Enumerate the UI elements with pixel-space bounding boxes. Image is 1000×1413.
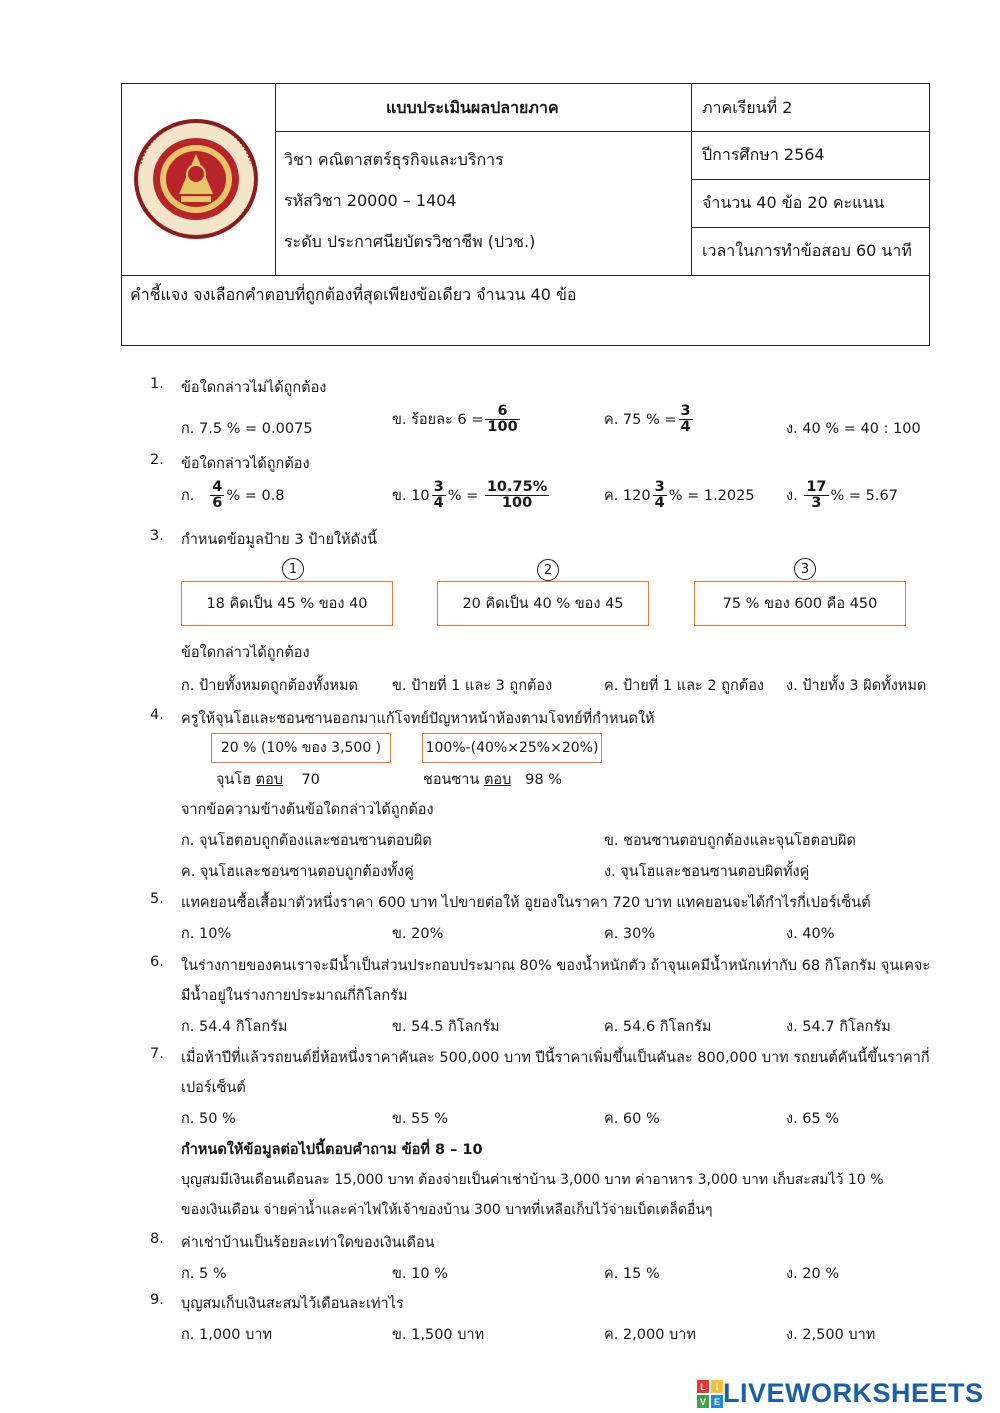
- q2-option-a-fraction: $\frac{4}{6}$: [212, 479, 223, 512]
- q9-option-c[interactable]: ค. 2,000 บาท: [604, 1327, 696, 1343]
- q9-option-a[interactable]: ก. 1,000 บาท: [181, 1327, 273, 1343]
- junho-answer-value: 70: [301, 772, 320, 788]
- q3-option-c[interactable]: ค. ป้ายที่ 1 และ 2 ถูกต้อง: [604, 678, 764, 694]
- q1-number: 1.: [150, 376, 164, 392]
- q2-number: 2.: [150, 452, 164, 468]
- q4-subquestion: จากข้อความข้างต้นข้อใดกล่าวได้ถูกต้อง: [181, 802, 434, 818]
- q6-option-c[interactable]: ค. 54.6 กิโลกรัม: [604, 1019, 712, 1035]
- brand-letter-3: V: [699, 1396, 707, 1407]
- q3-option-b[interactable]: ข. ป้ายที่ 1 และ 3 ถูกต้อง: [392, 678, 553, 694]
- q4-problem-box-1: 20 % (10% ของ 3,500 ): [211, 733, 391, 763]
- q2-text: ข้อใดกล่าวได้ถูกต้อง: [181, 456, 310, 472]
- q7-option-b[interactable]: ข. 55 %: [392, 1111, 448, 1127]
- sign-3-box: 75 % ของ 600 คือ 450: [694, 581, 906, 626]
- q7-text-line1: เมื่อห้าปีที่แล้วรถยนต์ยี่ห้อหนึ่งราคาคันละ 500,000 บาท ปีนี้ราคาเพิ่มขึ้นเป็นคันละ 800,000 บาท รถยนต์คันนี้ขึ้นราคากี่: [181, 1050, 930, 1066]
- q2-option-a-text: % = 0.8: [226, 487, 285, 504]
- q1-option-d[interactable]: ง. 40 % = 40 : 100: [786, 421, 921, 437]
- q4-answer-junho: [216, 768, 320, 791]
- q6-option-a[interactable]: ก. 54.4 กิโลกรัม: [181, 1019, 288, 1035]
- subject-code-label: รหัสวิชา 20000 – 1404: [284, 191, 457, 210]
- q7-number: 7.: [150, 1046, 164, 1062]
- q3-option-d[interactable]: ง. ป้ายทั้ง 3 ผิดทั้งหมด: [786, 678, 927, 694]
- q8-option-a[interactable]: ก. 5 %: [181, 1266, 227, 1282]
- q7-option-d[interactable]: ง. 65 %: [786, 1111, 840, 1127]
- q2-option-b-text: % =: [447, 487, 479, 504]
- q1-option-b[interactable]: [392, 404, 522, 435]
- q2-option-a-label: ก.: [181, 488, 195, 505]
- exam-title: แบบประเมินผลปลายภาค: [386, 98, 559, 117]
- q2-option-b[interactable]: [392, 480, 551, 511]
- q1-option-b-fraction: $\frac{6}{100}$: [487, 403, 518, 436]
- question-count-label: จำนวน 40 ข้อ 20 คะแนน: [702, 193, 885, 212]
- q2-option-d-text: % = 5.67: [830, 487, 898, 504]
- q4-option-d[interactable]: ง. จุนโฮและชอนซานตอบผิดทั้งคู่: [604, 864, 810, 880]
- q4-text: ครูให้จุนโฮและชอนซานออกมาแก้โจทย์ปัญหาหน้าห้องตามโจทย์ที่กำหนดให้: [181, 711, 655, 727]
- q8-number: 8.: [150, 1231, 164, 1247]
- q9-text: บุญสมเก็บเงินสะสมไว้เดือนละเท่าไร: [181, 1296, 404, 1312]
- q2-option-c-label: ค. 120: [604, 488, 651, 505]
- q4-option-b[interactable]: ข. ชอนซานตอบถูกต้องและจุนโฮตอบผิด: [604, 833, 856, 849]
- q8-option-c[interactable]: ค. 15 %: [604, 1266, 660, 1282]
- q2-option-c[interactable]: [604, 480, 755, 511]
- q9-option-b[interactable]: ข. 1,500 บาท: [392, 1327, 485, 1343]
- level-label: ระดับ ประกาศนียบัตรวิชาชีพ (ปวช.): [284, 232, 536, 251]
- q3-option-a[interactable]: ก. ป้ายทั้งหมดถูกต้องทั้งหมด: [181, 678, 358, 694]
- q2-option-b-label: ข. 10: [392, 488, 430, 505]
- q9-option-d[interactable]: ง. 2,500 บาท: [786, 1327, 876, 1343]
- q1-option-a[interactable]: ก. 7.5 % = 0.0075: [181, 421, 313, 437]
- q7-option-c[interactable]: ค. 60 %: [604, 1111, 660, 1127]
- brand-letter-4: E: [713, 1396, 721, 1407]
- chonsan-answer-value: 98 %: [525, 772, 562, 788]
- q2-option-a[interactable]: [181, 480, 285, 511]
- semester-label: ภาคเรียนที่ 2: [702, 98, 793, 117]
- q2-option-c-text: % = 1.2025: [668, 487, 755, 504]
- q6-option-d[interactable]: ง. 54.7 กิโลกรัม: [786, 1019, 891, 1035]
- q7-option-a[interactable]: ก. 50 %: [181, 1111, 236, 1127]
- q2-option-d-fraction: $\frac{17}{3}$: [806, 479, 827, 512]
- q5-number: 5.: [150, 891, 164, 907]
- q5-option-c[interactable]: ค. 30%: [604, 926, 656, 942]
- chonsan-answer-word: ตอบ: [483, 772, 512, 788]
- q1-text: ข้อใดกล่าวไม่ได้ถูกต้อง: [181, 380, 327, 396]
- vocational-commission-seal-icon: [129, 114, 264, 244]
- q2-option-c-fraction: $\frac{3}{4}$: [654, 479, 665, 512]
- q3-number: 3.: [150, 528, 164, 544]
- q1-option-c-fraction: $\frac{3}{4}$: [680, 403, 691, 436]
- q4-option-a[interactable]: ก. จุนโฮตอบถูกต้องและชอนซานตอบผิด: [181, 833, 432, 849]
- info-heading: กำหนดให้ข้อมูลต่อไปนี้ตอบคำถาม ข้อที่ 8 – 10: [181, 1142, 483, 1158]
- junho-name: จุนโฮ: [216, 772, 252, 788]
- academic-year-label: ปีการศึกษา 2564: [702, 145, 825, 164]
- liveworksheets-grid-icon: [697, 1380, 723, 1408]
- q3-text: กำหนดข้อมูลป้าย 3 ป้ายให้ดังนี้: [181, 532, 378, 548]
- q5-option-b[interactable]: ข. 20%: [392, 926, 444, 942]
- q1-option-c-text: ค. 75 % =: [604, 412, 677, 429]
- info-line-1: บุญสมมีเงินเดือนเดือนละ 15,000 บาท ต้องจ่ายเป็นค่าเช่าบ้าน 3,000 บาท ค่าอาหาร 3,000 บาท เก็บสะสมไว้ 10 %: [181, 1172, 884, 1188]
- q5-option-d[interactable]: ง. 40%: [786, 926, 835, 942]
- q4-number: 4.: [150, 707, 164, 723]
- q7-text-line2: เปอร์เซ็นต์: [181, 1080, 246, 1096]
- q6-text-line1: ในร่างกายของคนเราจะมีน้ำเป็นส่วนประกอบประมาณ 80% ของน้ำหนักตัว ถ้าจุนเคมีน้ำหนักเท่ากับ 68 กิโลกรัม จุนเคจะ: [181, 958, 931, 974]
- q6-text-line2: มีน้ำอยู่ในร่างกายประมาณกี่กิโลกรัม: [181, 988, 408, 1004]
- q1-option-b-text: ข. ร้อยละ 6 =: [392, 412, 484, 429]
- exam-time-label: เวลาในการทำข้อสอบ 60 นาที: [702, 241, 912, 260]
- q4-problem-box-2: 100%-(40%×25%×20%): [422, 733, 602, 763]
- sign-2-number-circle: 2: [537, 559, 559, 581]
- q4-option-c[interactable]: ค. จุนโฮและชอนซานตอบถูกต้องทั้งคู่: [181, 864, 414, 880]
- subject-label: วิชา คณิตาสตร์ธุรกิจและบริการ: [284, 150, 504, 169]
- brand-letter-1: L: [700, 1381, 706, 1392]
- chonsan-name: ชอนซาน: [423, 772, 480, 788]
- q8-option-d[interactable]: ง. 20 %: [786, 1266, 840, 1282]
- junho-answer-word: ตอบ: [255, 772, 283, 788]
- q4-answer-chonsan: [423, 768, 562, 791]
- brand-name: LIVEWORKSHEETS: [723, 1378, 984, 1408]
- q8-option-b[interactable]: ข. 10 %: [392, 1266, 448, 1282]
- sign-1-number-circle: 1: [282, 558, 304, 580]
- q2-option-d[interactable]: [786, 480, 898, 511]
- sign-3-number-circle: 3: [794, 558, 816, 580]
- q1-option-c[interactable]: [604, 404, 695, 435]
- q2-option-d-label: ง.: [786, 488, 798, 505]
- q6-number: 6.: [150, 954, 164, 970]
- q5-text: แทคยอนซื้อเสื้อมาตัวหนึ่งราคา 600 บาท ไปขายต่อให้ อูยองในราคา 720 บาท แทคยอนจะได้กำไรกี่เปอร์เซ็นต์: [181, 895, 871, 911]
- q9-number: 9.: [150, 1292, 164, 1308]
- q2-option-b-fraction: $\frac{3}{4}$: [433, 479, 444, 512]
- q2-option-b-fraction-2: $\frac{10.75\%}{100}$: [486, 479, 548, 512]
- sign-1-box: 18 คิดเป็น 45 % ของ 40: [181, 581, 393, 626]
- q3-subquestion: ข้อใดกล่าวได้ถูกต้อง: [181, 645, 310, 661]
- q5-option-a[interactable]: ก. 10%: [181, 926, 232, 942]
- q8-text: ค่าเช่าบ้านเป็นร้อยละเท่าใดของเงินเดือน: [181, 1235, 435, 1251]
- info-line-2: ของเงินเดือน จ่ายค่าน้ำและค่าไฟให้เจ้าของบ้าน 300 บาทที่เหลือเก็บไว้จ่ายเบ็ดเตล็ดอื่นๆ: [181, 1202, 713, 1218]
- sign-2-box: 20 คิดเป็น 40 % ของ 45: [437, 581, 649, 626]
- exam-header-table: [121, 83, 930, 346]
- brand-letter-2: I: [715, 1381, 719, 1392]
- instruction-text: คำชี้แจง จงเลือกคำตอบที่ถูกต้องที่สุดเพียงข้อเดียว จำนวน 40 ข้อ: [130, 285, 577, 304]
- liveworksheets-logo: [697, 1378, 984, 1409]
- q6-option-b[interactable]: ข. 54.5 กิโลกรัม: [392, 1019, 500, 1035]
